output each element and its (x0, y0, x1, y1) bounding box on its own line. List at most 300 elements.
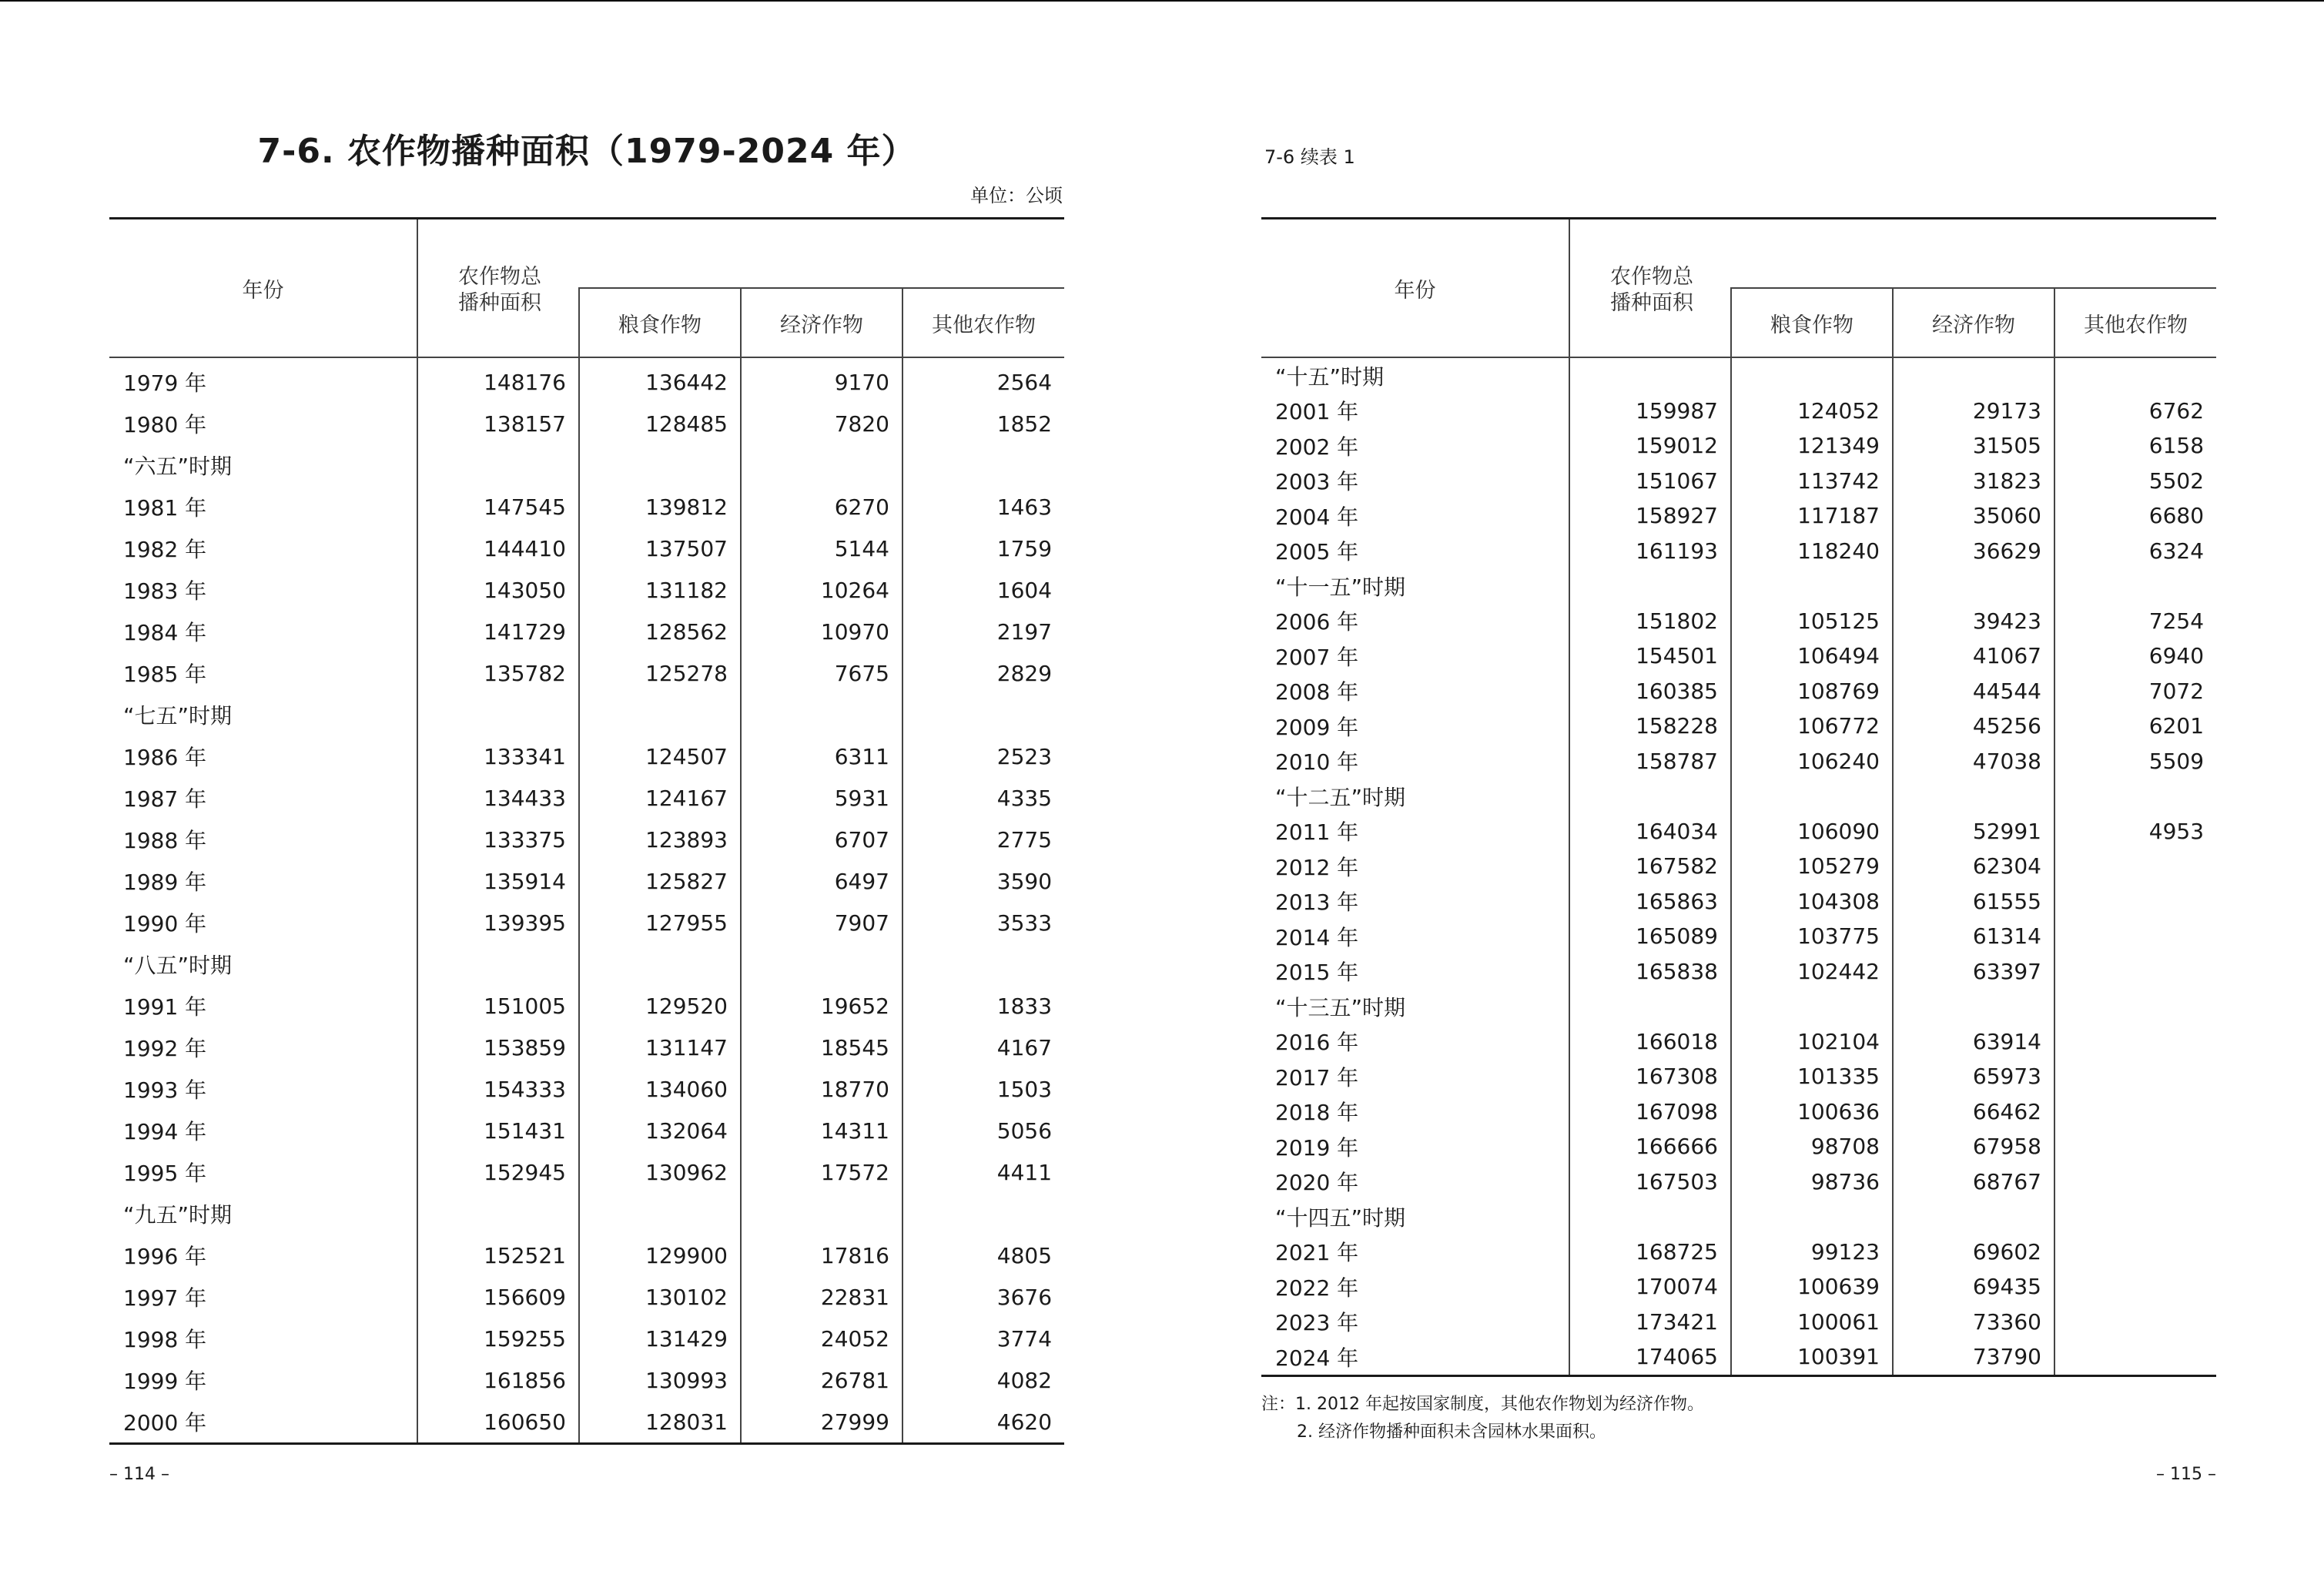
row-other (2054, 1305, 2216, 1340)
row-year: 2017 年 (1275, 1064, 1359, 1090)
row-other: 6680 (2054, 498, 2216, 534)
row-other: 7072 (2054, 674, 2216, 709)
row-year: 2002 年 (1275, 434, 1359, 460)
row-other: 3590 (902, 860, 1064, 902)
row-other (902, 444, 1064, 486)
row-year: 1981 年 (123, 495, 207, 521)
row-other (2054, 884, 2216, 920)
page-title: 7-6. 农作物播种面积（1979-2024 年） (257, 132, 916, 171)
table-row (1261, 357, 2216, 394)
row-grain: 100061 (1731, 1305, 1893, 1340)
row-economic: 5144 (741, 528, 902, 569)
row-other (2054, 357, 2216, 394)
row-grain: 123893 (579, 819, 741, 860)
row-economic: 18770 (741, 1068, 902, 1110)
row-economic: 17816 (741, 1235, 902, 1276)
row-grain (1731, 568, 1893, 604)
row-year: “六五”时期 (123, 454, 233, 479)
header-year: 年份 (1261, 219, 1569, 358)
header-group-blank (579, 219, 1064, 289)
table-row (1261, 1094, 2216, 1130)
row-year: “十一五”时期 (1275, 574, 1406, 600)
row-year: “十三五”时期 (1275, 994, 1406, 1020)
row-grain: 130102 (579, 1276, 741, 1318)
row-grain (579, 943, 741, 985)
row-economic: 9170 (741, 357, 902, 403)
row-total: 160650 (417, 1401, 579, 1444)
continuation-title: 7-6 续表 1 (1264, 146, 1355, 168)
row-total: 173421 (1569, 1305, 1731, 1340)
header-total-line1: 农作物总 (1610, 265, 1693, 289)
row-grain: 104308 (1731, 884, 1893, 920)
row-economic: 6311 (741, 735, 902, 777)
table-row (1261, 1269, 2216, 1305)
table-row (109, 985, 1064, 1027)
row-year: 1996 年 (123, 1244, 207, 1269)
row-year: 2020 年 (1275, 1170, 1359, 1196)
header-total-line1: 农作物总 (458, 265, 541, 289)
row-year: “十二五”时期 (1275, 784, 1406, 810)
table-row (1261, 534, 2216, 569)
row-total: 148176 (417, 357, 579, 403)
left-page (109, 0, 1064, 1588)
row-total: 159255 (417, 1318, 579, 1359)
row-grain (579, 1193, 741, 1235)
row-grain: 127955 (579, 902, 741, 943)
row-year: 2012 年 (1275, 854, 1359, 880)
row-grain: 121349 (1731, 428, 1893, 464)
row-other: 2775 (902, 819, 1064, 860)
row-total: 151802 (1569, 604, 1731, 639)
row-year: 1993 年 (123, 1077, 207, 1103)
row-economic: 7907 (741, 902, 902, 943)
row-economic: 47038 (1893, 744, 2054, 779)
row-year: 2024 年 (1261, 1339, 1569, 1375)
row-economic: 31505 (1893, 428, 2054, 464)
row-grain: 128485 (579, 403, 741, 444)
row-total: 160385 (1569, 674, 1731, 709)
row-total: 154501 (1569, 638, 1731, 674)
row-economic (741, 1193, 902, 1235)
row-economic: 73360 (1893, 1305, 2054, 1340)
row-economic (1893, 357, 2054, 394)
row-year: 2003 年 (1275, 469, 1359, 495)
table-row (109, 1027, 1064, 1068)
table-row (1261, 604, 2216, 639)
row-economic: 44544 (1893, 674, 2054, 709)
row-year: 2010 年 (1275, 749, 1359, 776)
row-year: 1982 年 (123, 537, 207, 562)
table-row (109, 486, 1064, 528)
row-total: 174065 (1569, 1339, 1731, 1375)
table-row (1261, 1164, 2216, 1200)
row-economic: 22831 (741, 1276, 902, 1318)
table-row (109, 357, 1064, 403)
row-other: 2564 (902, 357, 1064, 403)
row-economic: 31823 (1893, 464, 2054, 499)
row-grain: 98708 (1731, 1129, 1893, 1164)
row-total: 165863 (1569, 884, 1731, 920)
row-other: 3774 (902, 1318, 1064, 1359)
row-economic: 29173 (1893, 394, 2054, 429)
row-grain (1731, 357, 1893, 394)
row-total: 152521 (417, 1235, 579, 1276)
row-year: 2016 年 (1275, 1030, 1359, 1056)
row-economic: 7675 (741, 652, 902, 694)
row-economic: 66462 (1893, 1094, 2054, 1130)
row-other (902, 1193, 1064, 1235)
row-other (2054, 1269, 2216, 1305)
row-other: 6158 (2054, 428, 2216, 464)
row-other (2054, 568, 2216, 604)
row-total: 135782 (417, 652, 579, 694)
row-total: 138157 (417, 403, 579, 444)
row-other: 2197 (902, 611, 1064, 652)
table-row (109, 1068, 1064, 1110)
note-1: 注：1. 2012 年起按国家制度，其他农作物划为经济作物。 (1261, 1395, 1704, 1414)
row-other: 1852 (902, 403, 1064, 444)
row-total (1569, 989, 1731, 1024)
table-row (1261, 464, 2216, 499)
row-grain: 124507 (579, 735, 741, 777)
row-year: 1997 年 (123, 1285, 207, 1311)
row-year: 2005 年 (1275, 539, 1359, 565)
row-grain: 98736 (1731, 1164, 1893, 1200)
row-year: 2018 年 (1275, 1100, 1359, 1126)
table-row (1261, 568, 2216, 604)
row-other: 4335 (902, 777, 1064, 819)
row-grain (1731, 989, 1893, 1024)
row-year: 2019 年 (1275, 1134, 1359, 1161)
table-row (1261, 1129, 2216, 1164)
row-economic: 19652 (741, 985, 902, 1027)
header-total (1569, 219, 1731, 358)
row-grain: 129520 (579, 985, 741, 1027)
row-year: 2023 年 (1275, 1310, 1359, 1336)
unit-label: 单位：公顷 (970, 185, 1063, 206)
row-other: 5509 (2054, 744, 2216, 779)
row-total: 161193 (1569, 534, 1731, 569)
row-economic (1893, 568, 2054, 604)
table-row (109, 652, 1064, 694)
right-page (1261, 0, 2216, 1588)
table-row (109, 1276, 1064, 1318)
row-total: 164034 (1569, 814, 1731, 849)
table-row (109, 735, 1064, 777)
row-grain: 100636 (1731, 1094, 1893, 1130)
row-other: 4953 (2054, 814, 2216, 849)
row-total: 139395 (417, 902, 579, 943)
table-row (109, 1193, 1064, 1235)
row-grain: 128031 (579, 1401, 741, 1444)
row-grain: 129900 (579, 1235, 741, 1276)
header-year: 年份 (109, 219, 417, 358)
row-grain: 106090 (1731, 814, 1893, 849)
row-economic: 27999 (741, 1401, 902, 1444)
row-other: 3533 (902, 902, 1064, 943)
row-other: 4167 (902, 1027, 1064, 1068)
row-grain: 124052 (1731, 394, 1893, 429)
row-total (1569, 779, 1731, 814)
row-other: 2523 (902, 735, 1064, 777)
row-other: 5502 (2054, 464, 2216, 499)
row-grain (579, 444, 741, 486)
table-row (1261, 884, 2216, 920)
row-year: 2008 年 (1275, 679, 1359, 705)
row-grain: 139812 (579, 486, 741, 528)
header-total-line2: 播种面积 (1610, 291, 1693, 315)
table-row (1261, 849, 2216, 884)
row-grain (1731, 1199, 1893, 1235)
row-grain: 118240 (1731, 534, 1893, 569)
row-total: 170074 (1569, 1269, 1731, 1305)
row-economic: 14311 (741, 1110, 902, 1151)
row-economic: 45256 (1893, 709, 2054, 744)
row-year: “九五”时期 (123, 1202, 233, 1228)
row-total: 167503 (1569, 1164, 1731, 1200)
row-grain: 128562 (579, 611, 741, 652)
row-year: 2007 年 (1275, 644, 1359, 670)
row-economic: 52991 (1893, 814, 2054, 849)
row-other (2054, 779, 2216, 814)
row-grain: 130962 (579, 1151, 741, 1193)
row-economic: 26781 (741, 1359, 902, 1401)
row-grain: 132064 (579, 1110, 741, 1151)
table-row (1261, 1339, 2216, 1375)
row-economic: 5931 (741, 777, 902, 819)
row-grain: 130993 (579, 1359, 741, 1401)
row-year: 2014 年 (1275, 924, 1359, 950)
row-year: 1994 年 (123, 1119, 207, 1144)
row-other: 4620 (902, 1401, 1064, 1444)
row-year: “八五”时期 (123, 953, 233, 978)
row-grain: 131429 (579, 1318, 741, 1359)
table-row (109, 819, 1064, 860)
row-economic: 61555 (1893, 884, 2054, 920)
row-year: 1998 年 (123, 1327, 207, 1352)
header-total (417, 219, 579, 358)
row-total (417, 694, 579, 735)
row-economic: 24052 (741, 1318, 902, 1359)
row-other: 6201 (2054, 709, 2216, 744)
row-total: 166666 (1569, 1129, 1731, 1164)
table-row (109, 444, 1064, 486)
table-row (109, 1318, 1064, 1359)
row-other (2054, 1199, 2216, 1235)
row-year: “十五”时期 (1275, 363, 1385, 390)
row-other (2054, 1339, 2216, 1375)
table-row (109, 1401, 1064, 1444)
row-economic: 62304 (1893, 849, 2054, 884)
header-grain: 粮食作物 (1731, 288, 1893, 357)
row-total (417, 444, 579, 486)
note-2: 2. 经济作物播种面积未含园林水果面积。 (1297, 1422, 1606, 1442)
row-year: 1995 年 (123, 1161, 207, 1186)
header-total-line2: 播种面积 (458, 291, 541, 315)
row-economic (741, 444, 902, 486)
table-row (109, 777, 1064, 819)
row-other: 3676 (902, 1276, 1064, 1318)
table-row (1261, 989, 2216, 1024)
row-total: 151005 (417, 985, 579, 1027)
table-row (109, 1235, 1064, 1276)
header-economic: 经济作物 (741, 288, 902, 357)
row-grain: 108769 (1731, 674, 1893, 709)
header-grain: 粮食作物 (579, 288, 741, 357)
table-row (109, 860, 1064, 902)
row-economic: 36629 (1893, 534, 2054, 569)
row-other: 7254 (2054, 604, 2216, 639)
row-year: 2015 年 (1275, 960, 1359, 986)
row-other (902, 694, 1064, 735)
header-other: 其他农作物 (902, 288, 1064, 357)
row-other: 1833 (902, 985, 1064, 1027)
page-number: – 114 – (109, 1465, 169, 1484)
row-grain: 117187 (1731, 498, 1893, 534)
row-grain: 134060 (579, 1068, 741, 1110)
row-other (2054, 1024, 2216, 1060)
row-other (2054, 989, 2216, 1024)
row-total: 135914 (417, 860, 579, 902)
row-grain: 102442 (1731, 954, 1893, 990)
table-row (1261, 779, 2216, 814)
row-total: 158228 (1569, 709, 1731, 744)
row-economic (741, 943, 902, 985)
row-grain: 137507 (579, 528, 741, 569)
row-year: 1986 年 (123, 745, 207, 770)
row-year: 2013 年 (1275, 889, 1359, 916)
row-total: 141729 (417, 611, 579, 652)
row-year: 2000 年 (109, 1401, 417, 1444)
table-row (109, 694, 1064, 735)
page-number: – 115 – (2156, 1465, 2216, 1484)
row-total: 168725 (1569, 1235, 1731, 1270)
row-year: 2009 年 (1275, 714, 1359, 740)
table-row (1261, 709, 2216, 744)
table-row (109, 611, 1064, 652)
row-total (1569, 568, 1731, 604)
row-grain: 125278 (579, 652, 741, 694)
row-other: 1604 (902, 569, 1064, 611)
row-other (2054, 1059, 2216, 1094)
row-year: 1989 年 (123, 869, 207, 895)
row-total: 156609 (417, 1276, 579, 1318)
row-other: 6762 (2054, 394, 2216, 429)
table-row (109, 1151, 1064, 1193)
row-grain: 136442 (579, 357, 741, 403)
table-body (109, 357, 1064, 1444)
row-grain: 131182 (579, 569, 741, 611)
table-row (1261, 498, 2216, 534)
row-year: “七五”时期 (123, 703, 233, 729)
table-row (1261, 1199, 2216, 1235)
table-row (109, 1359, 1064, 1401)
row-grain: 131147 (579, 1027, 741, 1068)
row-total: 133375 (417, 819, 579, 860)
row-other: 4805 (902, 1235, 1064, 1276)
row-year: 2022 年 (1275, 1275, 1359, 1301)
row-year: 2021 年 (1275, 1240, 1359, 1266)
row-other: 2829 (902, 652, 1064, 694)
row-grain: 106494 (1731, 638, 1893, 674)
row-other (2054, 1094, 2216, 1130)
row-year: 1992 年 (123, 1036, 207, 1061)
row-total: 161856 (417, 1359, 579, 1401)
table-row (1261, 1024, 2216, 1060)
row-total: 159987 (1569, 394, 1731, 429)
row-year: “十四五”时期 (1275, 1204, 1406, 1231)
row-year: 1991 年 (123, 994, 207, 1020)
table-body (1261, 357, 2216, 1375)
row-total: 165838 (1569, 954, 1731, 990)
row-economic: 17572 (741, 1151, 902, 1193)
row-other (2054, 1129, 2216, 1164)
row-year: 1988 年 (123, 828, 207, 853)
row-year: 1985 年 (123, 662, 207, 687)
row-grain: 105279 (1731, 849, 1893, 884)
row-year: 1984 年 (123, 620, 207, 645)
row-grain: 113742 (1731, 464, 1893, 499)
row-economic: 6497 (741, 860, 902, 902)
row-total: 159012 (1569, 428, 1731, 464)
row-economic: 63914 (1893, 1024, 2054, 1060)
row-economic: 18545 (741, 1027, 902, 1068)
row-other: 4082 (902, 1359, 1064, 1401)
table-row (1261, 1059, 2216, 1094)
row-total: 154333 (417, 1068, 579, 1110)
table-row (1261, 919, 2216, 954)
table-row (109, 403, 1064, 444)
row-economic: 6270 (741, 486, 902, 528)
row-total: 144410 (417, 528, 579, 569)
row-year: 2001 年 (1275, 399, 1359, 425)
crop-area-table (109, 217, 1064, 1445)
row-grain: 100639 (1731, 1269, 1893, 1305)
row-year: 1980 年 (123, 412, 207, 437)
row-economic: 73790 (1893, 1339, 2054, 1375)
table-row (1261, 638, 2216, 674)
row-total (1569, 1199, 1731, 1235)
table-row (1261, 954, 2216, 990)
row-total: 166018 (1569, 1024, 1731, 1060)
row-year: 1999 年 (123, 1369, 207, 1394)
row-other (2054, 919, 2216, 954)
row-total: 151067 (1569, 464, 1731, 499)
row-grain: 99123 (1731, 1235, 1893, 1270)
row-total: 165089 (1569, 919, 1731, 954)
row-economic: 65973 (1893, 1059, 2054, 1094)
row-other: 1463 (902, 486, 1064, 528)
header-economic: 经济作物 (1893, 288, 2054, 357)
row-total: 158927 (1569, 498, 1731, 534)
row-other (902, 943, 1064, 985)
row-total: 158787 (1569, 744, 1731, 779)
row-year: 2006 年 (1275, 609, 1359, 635)
table-row (1261, 814, 2216, 849)
row-total (417, 1193, 579, 1235)
row-economic: 39423 (1893, 604, 2054, 639)
row-total: 134433 (417, 777, 579, 819)
row-total: 143050 (417, 569, 579, 611)
crop-area-table-continued (1261, 217, 2216, 1377)
row-economic: 61314 (1893, 919, 2054, 954)
row-year: 1979 年 (123, 370, 207, 396)
table-row (1261, 428, 2216, 464)
row-total: 152945 (417, 1151, 579, 1193)
table-row (109, 1110, 1064, 1151)
row-other: 6940 (2054, 638, 2216, 674)
table-row (109, 902, 1064, 943)
